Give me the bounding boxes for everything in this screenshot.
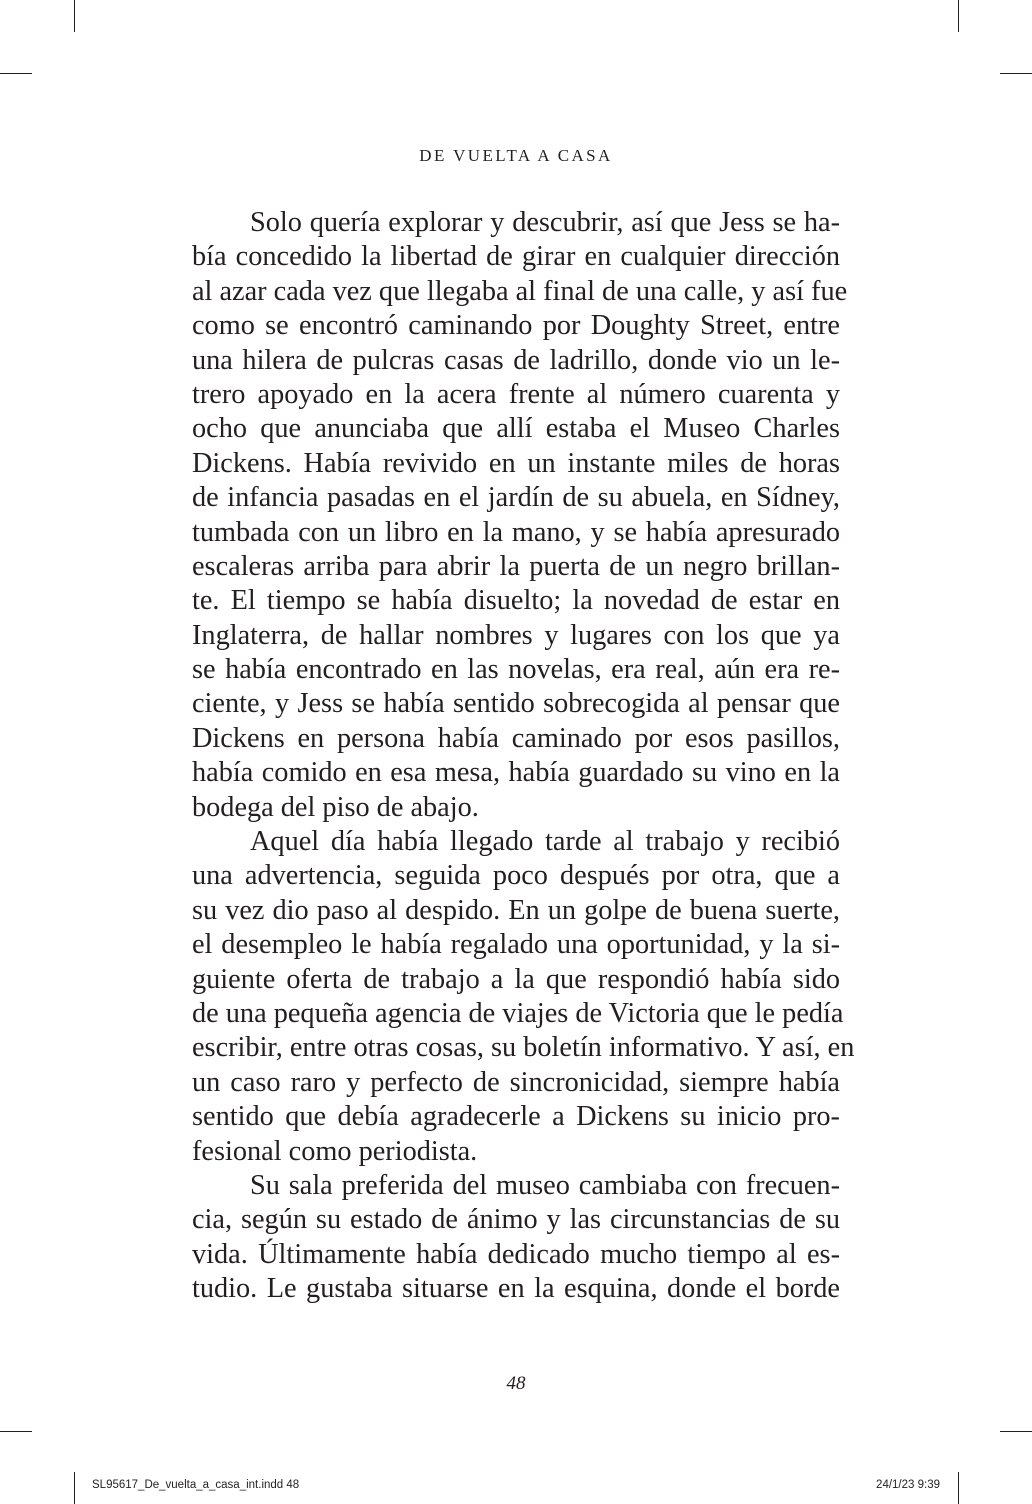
text-line: Aquel día había llegado tarde al trabajo y recibió [250,826,840,858]
text-line: de infancia pasadas en el jardín de su abuela, en Sídney, [192,482,840,514]
text-line: Inglaterra, de hallar nombres y lugares con los que ya [192,619,840,651]
text-line: como se encontró caminando por Doughty Street, entre [192,310,840,342]
text-line: su vez dio paso al despido. En un golpe de buena suerte, [192,894,840,926]
text-line: el desempleo le había regalado una oportunidad, y la si- [192,929,840,961]
text-line: sentido que debía agradecerle a Dickens su inicio pro- [192,1101,840,1133]
text-line: tumbada con un libro en la mano, y se había apresurado [192,516,840,548]
crop-mark-top-left-horizontal [0,73,32,74]
crop-mark-bottom-right-horizontal [1000,1431,1032,1432]
text-line: fesional como periodista. [192,1135,478,1167]
text-line: un caso raro y perfecto de sincronicidad, siempre había [192,1066,840,1098]
text-line: ciente, y Jess se había sentido sobrecogida al pensar que [192,688,840,720]
text-line: de una pequeña agencia de viajes de Victoria que le pedía [192,997,844,1029]
text-line: trero apoyado en la acera frente al número cuarenta y [192,378,840,410]
text-line: te. El tiempo se había disuelto; la novedad de estar en [192,585,840,617]
slug-file-info: SL95617_De_vuelta_a_casa_int.indd 48 [92,1479,300,1491]
text-line: escaleras arriba para abrir la puerta de un negro brillan- [192,550,840,582]
crop-mark-top-right-vertical [958,0,959,32]
crop-mark-bottom-right-vertical [958,1472,959,1504]
page-number: 48 [506,1373,526,1394]
crop-mark-top-right-horizontal [1000,73,1032,74]
text-line: guiente oferta de trabajo a la que respondió había sido [192,963,840,995]
crop-mark-bottom-left-vertical [74,1472,75,1504]
text-line: Solo quería explorar y descubrir, así que Jess se ha- [250,207,840,238]
crop-mark-bottom-left-horizontal [0,1431,32,1432]
running-head: DE VUELTA A CASA [419,146,613,165]
text-line: tudio. Le gustaba situarse en la esquina, donde el borde [192,1273,840,1305]
text-line: Dickens en persona había caminado por esos pasillos, [192,722,840,754]
text-line: Su sala preferida del museo cambiaba con frecuen- [250,1169,840,1201]
text-line: Dickens. Había revivido en un instante miles de horas [192,447,840,479]
text-line: escribir, entre otras cosas, su boletín informativo. Y así, en [192,1032,855,1064]
text-line: una advertencia, seguida poco después por otra, que a [192,860,840,892]
text-line: se había encontrado en las novelas, era real, aún era re- [192,654,840,686]
crop-mark-top-left-vertical [74,0,75,32]
text-line: ocho que anunciaba que allí estaba el Museo Charles [192,413,840,445]
paragraph [192,206,848,825]
text-line: bía concedido la libertad de girar en cualquier dirección [192,241,840,273]
text-line: una hilera de pulcras casas de ladrillo, donde vio un le- [192,344,840,376]
text-line: bodega del piso de abajo. [192,791,479,823]
text-line: vida. Últimamente había dedicado mucho tiempo al es- [192,1238,840,1270]
text-line: al azar cada vez que llegaba al final de una calle, y así fue [192,275,848,307]
text-line: cia, según su estado de ánimo y las circunstancias de su [192,1204,840,1236]
text-line: había comido en esa mesa, había guardado su vino en la [192,757,840,789]
body-text [192,206,855,1307]
paragraph [192,825,855,1169]
paragraph [192,1169,840,1307]
slug-timestamp: 24/1/23 9:39 [876,1479,940,1491]
